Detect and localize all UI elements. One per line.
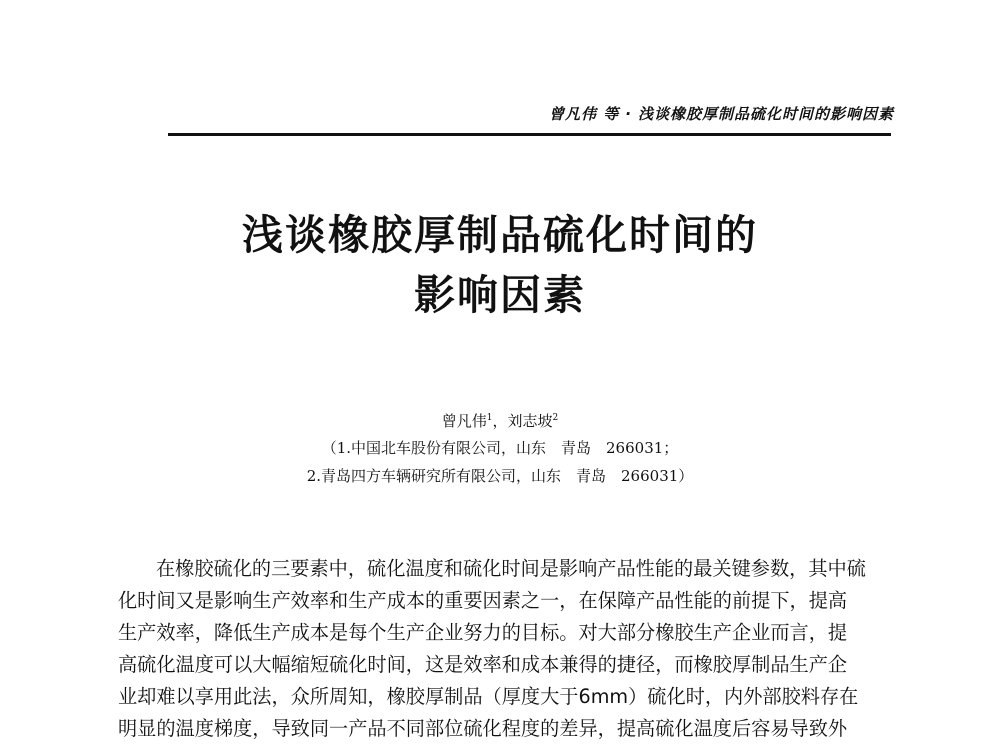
article-title [0, 205, 1000, 325]
body-line: 化时间又是影响生产效率和生产成本的重要因素之一，在保障产品性能的前提下，提高 [118, 589, 848, 612]
affiliation-line: （1.中国北车股份有限公司，山东 青岛 266031； [321, 439, 679, 457]
author-name: 曾凡伟 [441, 412, 487, 430]
body-paragraph [118, 553, 894, 745]
affiliation-line: 2.青岛四方车辆研究所有限公司，山东 青岛 266031） [306, 467, 694, 485]
article-title-line1: 浅谈橡胶厚制品硫化时间的 [242, 211, 758, 259]
running-header-separator: · [625, 105, 632, 123]
author-separator: ， [492, 412, 508, 430]
body-line: 生产效率，降低生产成本是每个生产企业努力的目标。对大部分橡胶生产企业而言，提 [118, 621, 848, 644]
body-line: 在橡胶硫化的三要素中，硫化温度和硫化时间是影响产品性能的最关键参数，其中硫 [156, 557, 866, 580]
running-header-title: 浅谈橡胶厚制品硫化时间的影响因素 [637, 105, 894, 123]
running-header [549, 103, 894, 124]
body-line: 明显的温度梯度，导致同一产品不同部位硫化程度的差异，提高硫化温度后容易导致外 [118, 717, 848, 740]
author-name: 刘志坡 [507, 412, 553, 430]
body-line: 业却难以享用此法，众所周知，橡胶厚制品（厚度大于6mm）硫化时，内外部胶料存在 [118, 685, 859, 708]
author-affiliation-mark: 2 [552, 413, 559, 423]
author-list [0, 410, 1000, 431]
article-title-line2: 影响因素 [414, 271, 586, 319]
body-line: 高硫化温度可以大幅缩短硫化时间，这是效率和成本兼得的捷径，而橡胶厚制品生产企 [118, 653, 848, 676]
author-affiliation-mark: 1 [486, 413, 493, 423]
header-rule [168, 133, 891, 136]
running-header-authors: 曾凡伟 等 [549, 105, 620, 123]
